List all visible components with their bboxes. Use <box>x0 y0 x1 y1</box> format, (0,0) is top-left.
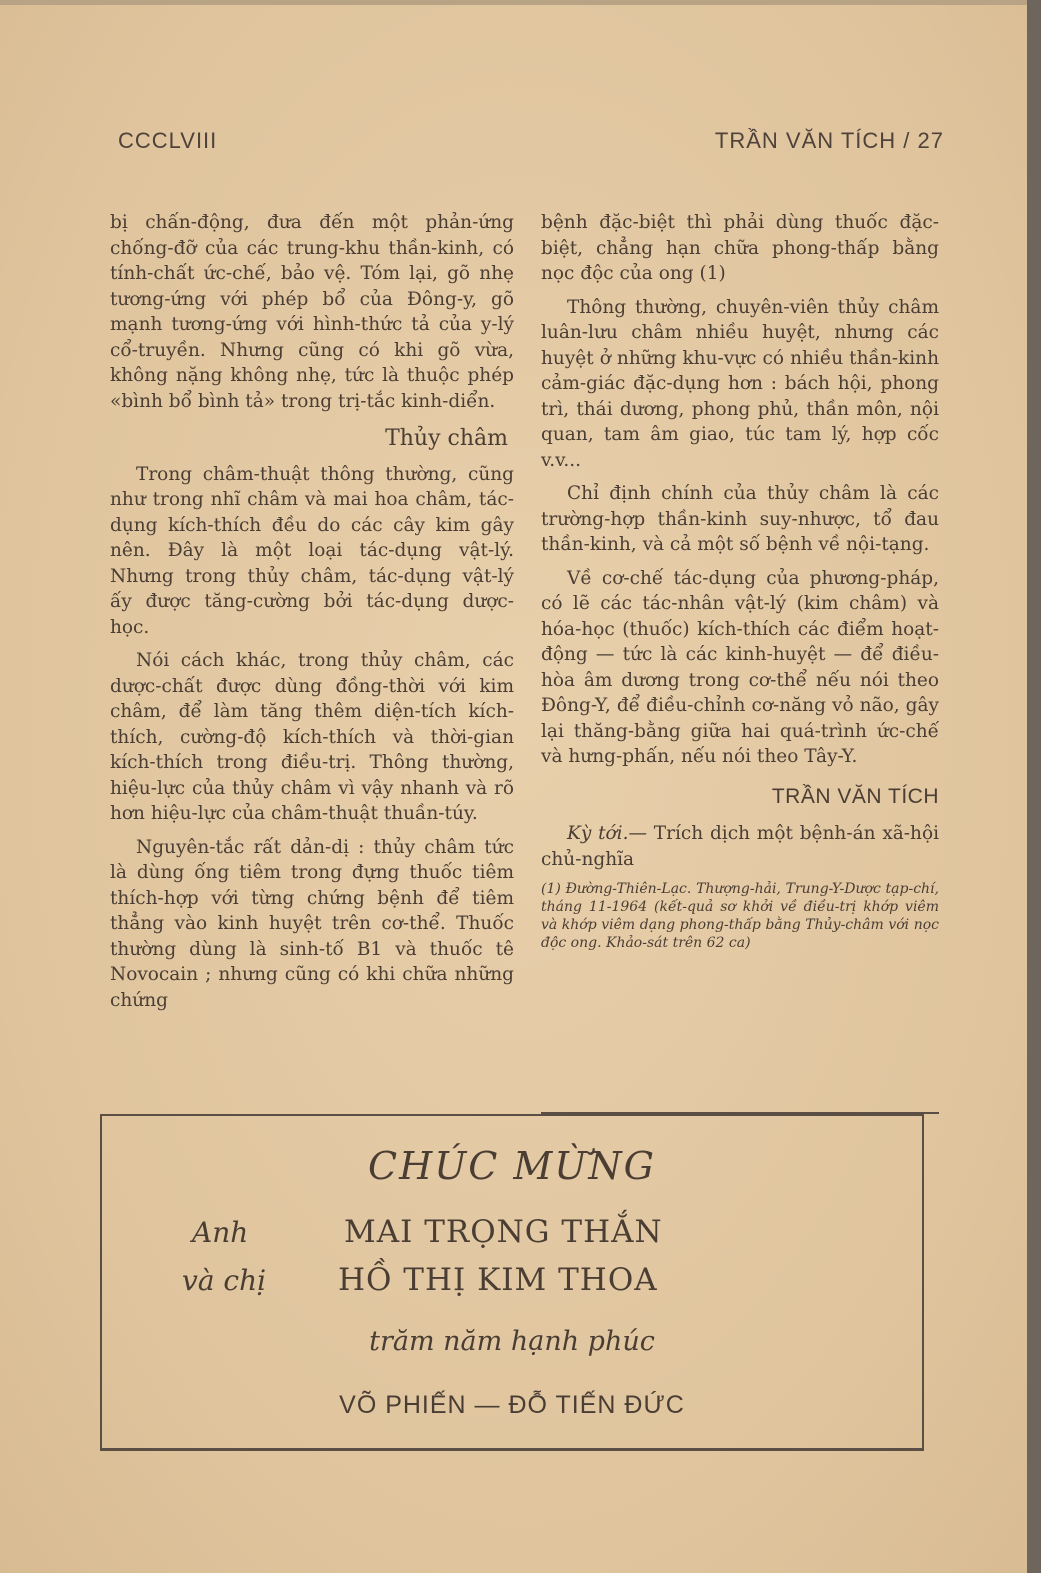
left-column <box>110 210 514 1021</box>
next-issue-label: Kỳ tới.— <box>567 823 647 844</box>
bride-name: HỒ THỊ KIM THOA <box>338 1262 658 1298</box>
author-byline: TRẦN VĂN TÍCH <box>771 784 939 808</box>
greeting-senders: VÕ PHIẾN — ĐỖ TIẾN ĐỨC <box>339 1391 685 1419</box>
section-number: CCCLVIII <box>118 128 218 153</box>
greeting-wish: trăm năm hạnh phúc <box>369 1326 655 1357</box>
page-top-edge <box>0 0 1041 5</box>
paragraph: Về cơ-chế tác-dụng của phương-pháp, có lẽ các tác-nhân vật-lý (kim châm) và hóa-học (thuốc) kích-thích các điểm hoạt-động — tức là các kinh-huyệt — để điều-hòa âm dương trong cơ-thể nếu nói theo Đông-Y, để điều-chỉnh cơ-năng vỏ não, gây lại thăng-bằng giữa hai quá-trình ức-chế và hưng-phấn, nếu nói theo Tây-Y. <box>541 567 939 767</box>
groom-name: MAI TRỌNG THẮN <box>344 1214 663 1250</box>
greeting-va-chi: và chị <box>182 1264 267 1297</box>
footnote: (1) Đường-Thiên-Lạc. Thượng-hải, Trung-Y-Dược tạp-chí, tháng 11-1964 (kết-quả sơ khởi về điều-trị khớp viêm và khớp viêm dạng phong-thấp bằng Thủy-châm với nọc độc ong. Khảo-sát trên 62 ca) <box>541 881 939 951</box>
greeting-anh: Anh <box>192 1216 249 1249</box>
paragraph: Trong châm-thuật thông thường, cũng như trong nhĩ châm và mai hoa châm, tác-dụng kích-thích đều do các cây kim gây nên. Đây là một loại tác-dụng vật-lý. Nhưng trong thủy châm, tác-dụng vật-lý ấy được tăng-cường bởi tác-dụng dược-học. <box>110 463 514 638</box>
paragraph: Nguyên-tắc rất dản-dị : thủy châm tức là dùng ống tiêm trong đựng thuốc tiêm thích-hợp với từng chứng bệnh để tiêm thẳng vào kinh huyệt trên cơ-thể. Thuốc thường dùng là sinh-tố B1 và thuốc tê Novocain ; nhưng cũng có khi chữa những chứng <box>110 836 514 1011</box>
page-header <box>118 128 944 162</box>
next-issue-text: Trích dịch một bệnh-án xã-hội chủ-nghĩa <box>541 823 939 870</box>
right-column <box>541 210 939 960</box>
next-issue-note <box>541 821 939 872</box>
page-right-edge <box>1027 0 1041 1573</box>
paragraph: Thông thường, chuyên-viên thủy châm luân-lưu châm nhiều huyệt, nhưng các huyệt ở những khu-vực có nhiều thần-kinh cảm-giác đặc-dụng hơn : bách hội, phong trì, thái dương, phong phủ, thần môn, nội quan, tam âm giao, túc tam lý, hợp cốc v.v... <box>541 296 939 471</box>
paragraph: bị chấn-động, đưa đến một phản-ứng chống-đỡ của các trung-khu thần-kinh, có tính-chất ức-chế, bảo vệ. Tóm lại, gõ nhẹ tương-ứng với phép bổ của Đông-y, gõ mạnh tương-ứng với hình-thức tả của y-lý cổ-truyền. Nhưng cũng có khi gõ vừa, không nặng không nhẹ, tức là thuộc phép «bình bổ bình tả» trong trị-tắc kinh-diển. <box>110 212 514 412</box>
section-heading: Thủy châm <box>385 426 508 451</box>
author-page-number: TRẦN VĂN TÍCH / 27 <box>714 128 944 153</box>
paragraph: Chỉ định chính của thủy châm là các trường-hợp thần-kinh suy-nhược, tổ đau thần-kinh, và cả một số bệnh về nội-tạng. <box>541 483 939 555</box>
paragraph: Nói cách khác, trong thủy châm, các dược-chất được dùng đồng-thời với kim châm, để làm tăng thêm diện-tích kích-thích, cường-độ kích-thích và thời-gian kích-thích trong điều-trị. Thông thường, hiệu-lực của thủy châm vì vậy nhanh và rõ hơn hiệu-lực của châm-thuật thuần-túy. <box>110 650 514 824</box>
greeting-title: CHÚC MỪNG <box>368 1144 656 1188</box>
paragraph: bệnh đặc-biệt thì phải dùng thuốc đặc-biệt, chẳng hạn chữa phong-thấp bằng nọc độc của ong (1) <box>541 212 939 284</box>
congratulation-box <box>100 1114 924 1451</box>
